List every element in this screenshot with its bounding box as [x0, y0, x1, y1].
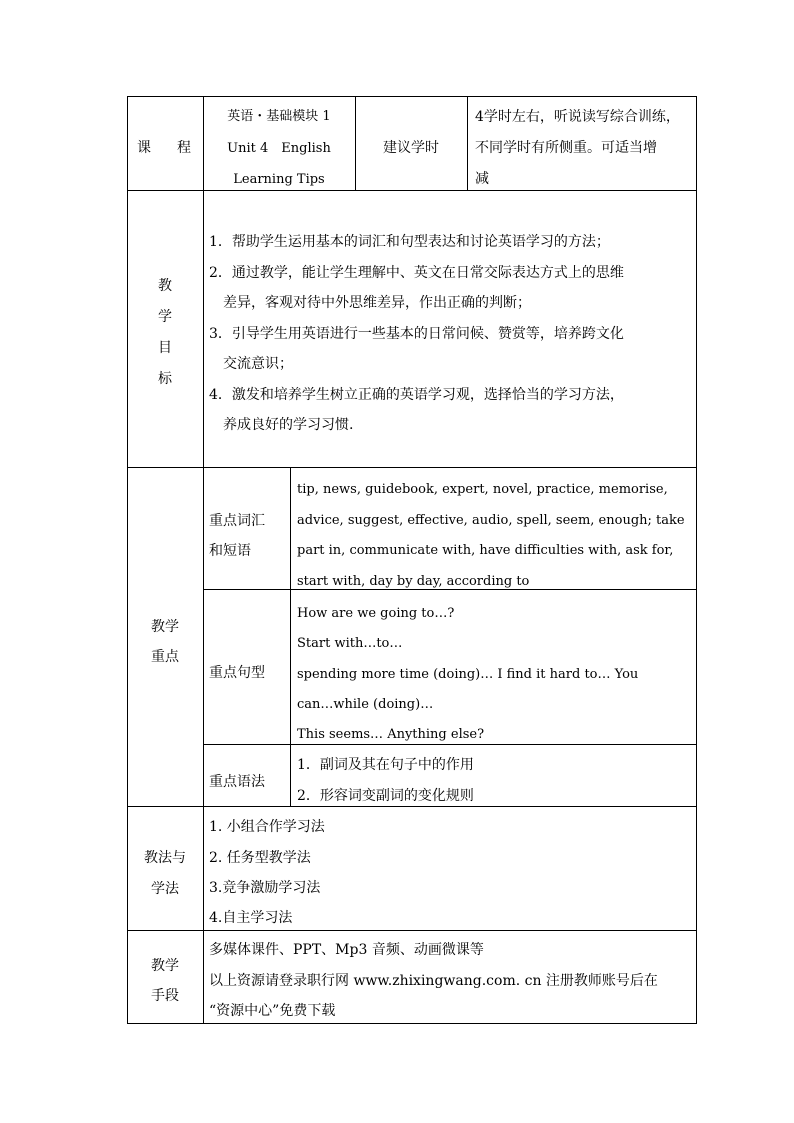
course-label-b: 程 — [177, 140, 191, 156]
column-divider — [467, 96, 468, 190]
column-divider — [290, 467, 291, 806]
suggested-hours-line3: 减 — [475, 171, 489, 187]
grammar-label: 重点语法 — [209, 774, 265, 790]
method-line: 2. 任务型教学法 — [209, 850, 311, 866]
course-name-line3: Learning Tips — [233, 172, 325, 187]
table-border-right — [696, 96, 697, 1024]
sentence-line: spending more time (doing)… I find it hard to… You — [297, 667, 639, 682]
vocab-label-line1: 重点词汇 — [209, 513, 265, 529]
lesson-plan-table — [127, 96, 697, 1024]
grammar-line: 2．形容词变副词的变化规则 — [297, 788, 474, 804]
means-label-line1: 教学 — [151, 958, 179, 974]
methods-label-line1: 教法与 — [144, 850, 186, 866]
means-line: 多媒体课件、PPT、Mp3 音频、动画微课等 — [209, 942, 484, 958]
objective-line: 2．通过教学，能让学生理解中、英文在日常交际表达方式上的思维 — [209, 265, 624, 281]
course-name-line1: 英语・基础模块 1 — [227, 109, 331, 124]
objectives-label-char: 标 — [158, 371, 172, 387]
objectives-label-char: 教 — [158, 278, 172, 294]
vocab-line: tip, news, guidebook, expert, novel, practice, memorise, — [297, 482, 668, 497]
vocab-line: start with, day by day, according to — [297, 574, 530, 589]
means-label-line2: 手段 — [151, 988, 179, 1004]
means-line: 以上资源请登录职行网 www.zhixingwang.com. cn 注册教师账号后在 — [209, 973, 658, 989]
objectives-label-char: 学 — [158, 309, 172, 325]
sentence-line: This seems… Anything else? — [297, 727, 485, 742]
objectives-label-char: 目 — [158, 340, 172, 356]
grammar-line: 1．副词及其在句子中的作用 — [297, 757, 474, 773]
objective-line: 3．引导学生用英语进行一些基本的日常问候、赞赏等，培养跨文化 — [209, 326, 624, 342]
suggested-hours-line2: 不同学时有所侧重。可适当增 — [475, 140, 657, 156]
key-points-label-line2: 重点 — [151, 649, 179, 665]
suggested-hours-line1: 4学时左右，听说读写综合训练， — [475, 109, 680, 125]
objective-line: 交流意识； — [209, 356, 293, 372]
suggested-hours-label: 建议学时 — [383, 140, 439, 156]
course-name-line2: Unit 4 English — [227, 141, 331, 156]
objective-line: 1．帮助学生运用基本的词汇和句型表达和讨论英语学习的方法； — [209, 234, 610, 250]
sentence-line: can…while (doing)… — [297, 697, 434, 712]
sentence-line: Start with…to… — [297, 636, 403, 651]
means-line: “资源中心”免费下载 — [209, 1003, 336, 1019]
sentence-line: How are we going to…? — [297, 606, 455, 621]
vocab-line: part in, communicate with, have difficulties with, ask for, — [297, 543, 674, 558]
objective-line: 养成良好的学习习惯. — [209, 417, 354, 433]
column-divider — [203, 96, 204, 1024]
objective-line: 差异，客观对待中外思维差异，作出正确的判断； — [209, 295, 531, 311]
methods-label-line2: 学法 — [151, 881, 179, 897]
course-label-a: 课 — [137, 140, 151, 156]
row-divider — [127, 467, 697, 468]
vocab-label-line2: 和短语 — [209, 543, 251, 559]
sentences-label: 重点句型 — [209, 665, 265, 681]
method-line: 1. 小组合作学习法 — [209, 819, 325, 835]
table-border-top — [127, 96, 697, 97]
key-points-label-line1: 教学 — [151, 619, 179, 635]
method-line: 4.自主学习法 — [209, 910, 293, 926]
objective-line: 4．激发和培养学生树立正确的英语学习观，选择恰当的学习方法， — [209, 387, 624, 403]
vocab-line: advice, suggest, effective, audio, spell, seem, enough; take — [297, 513, 685, 528]
method-line: 3.竞争激励学习法 — [209, 880, 321, 896]
